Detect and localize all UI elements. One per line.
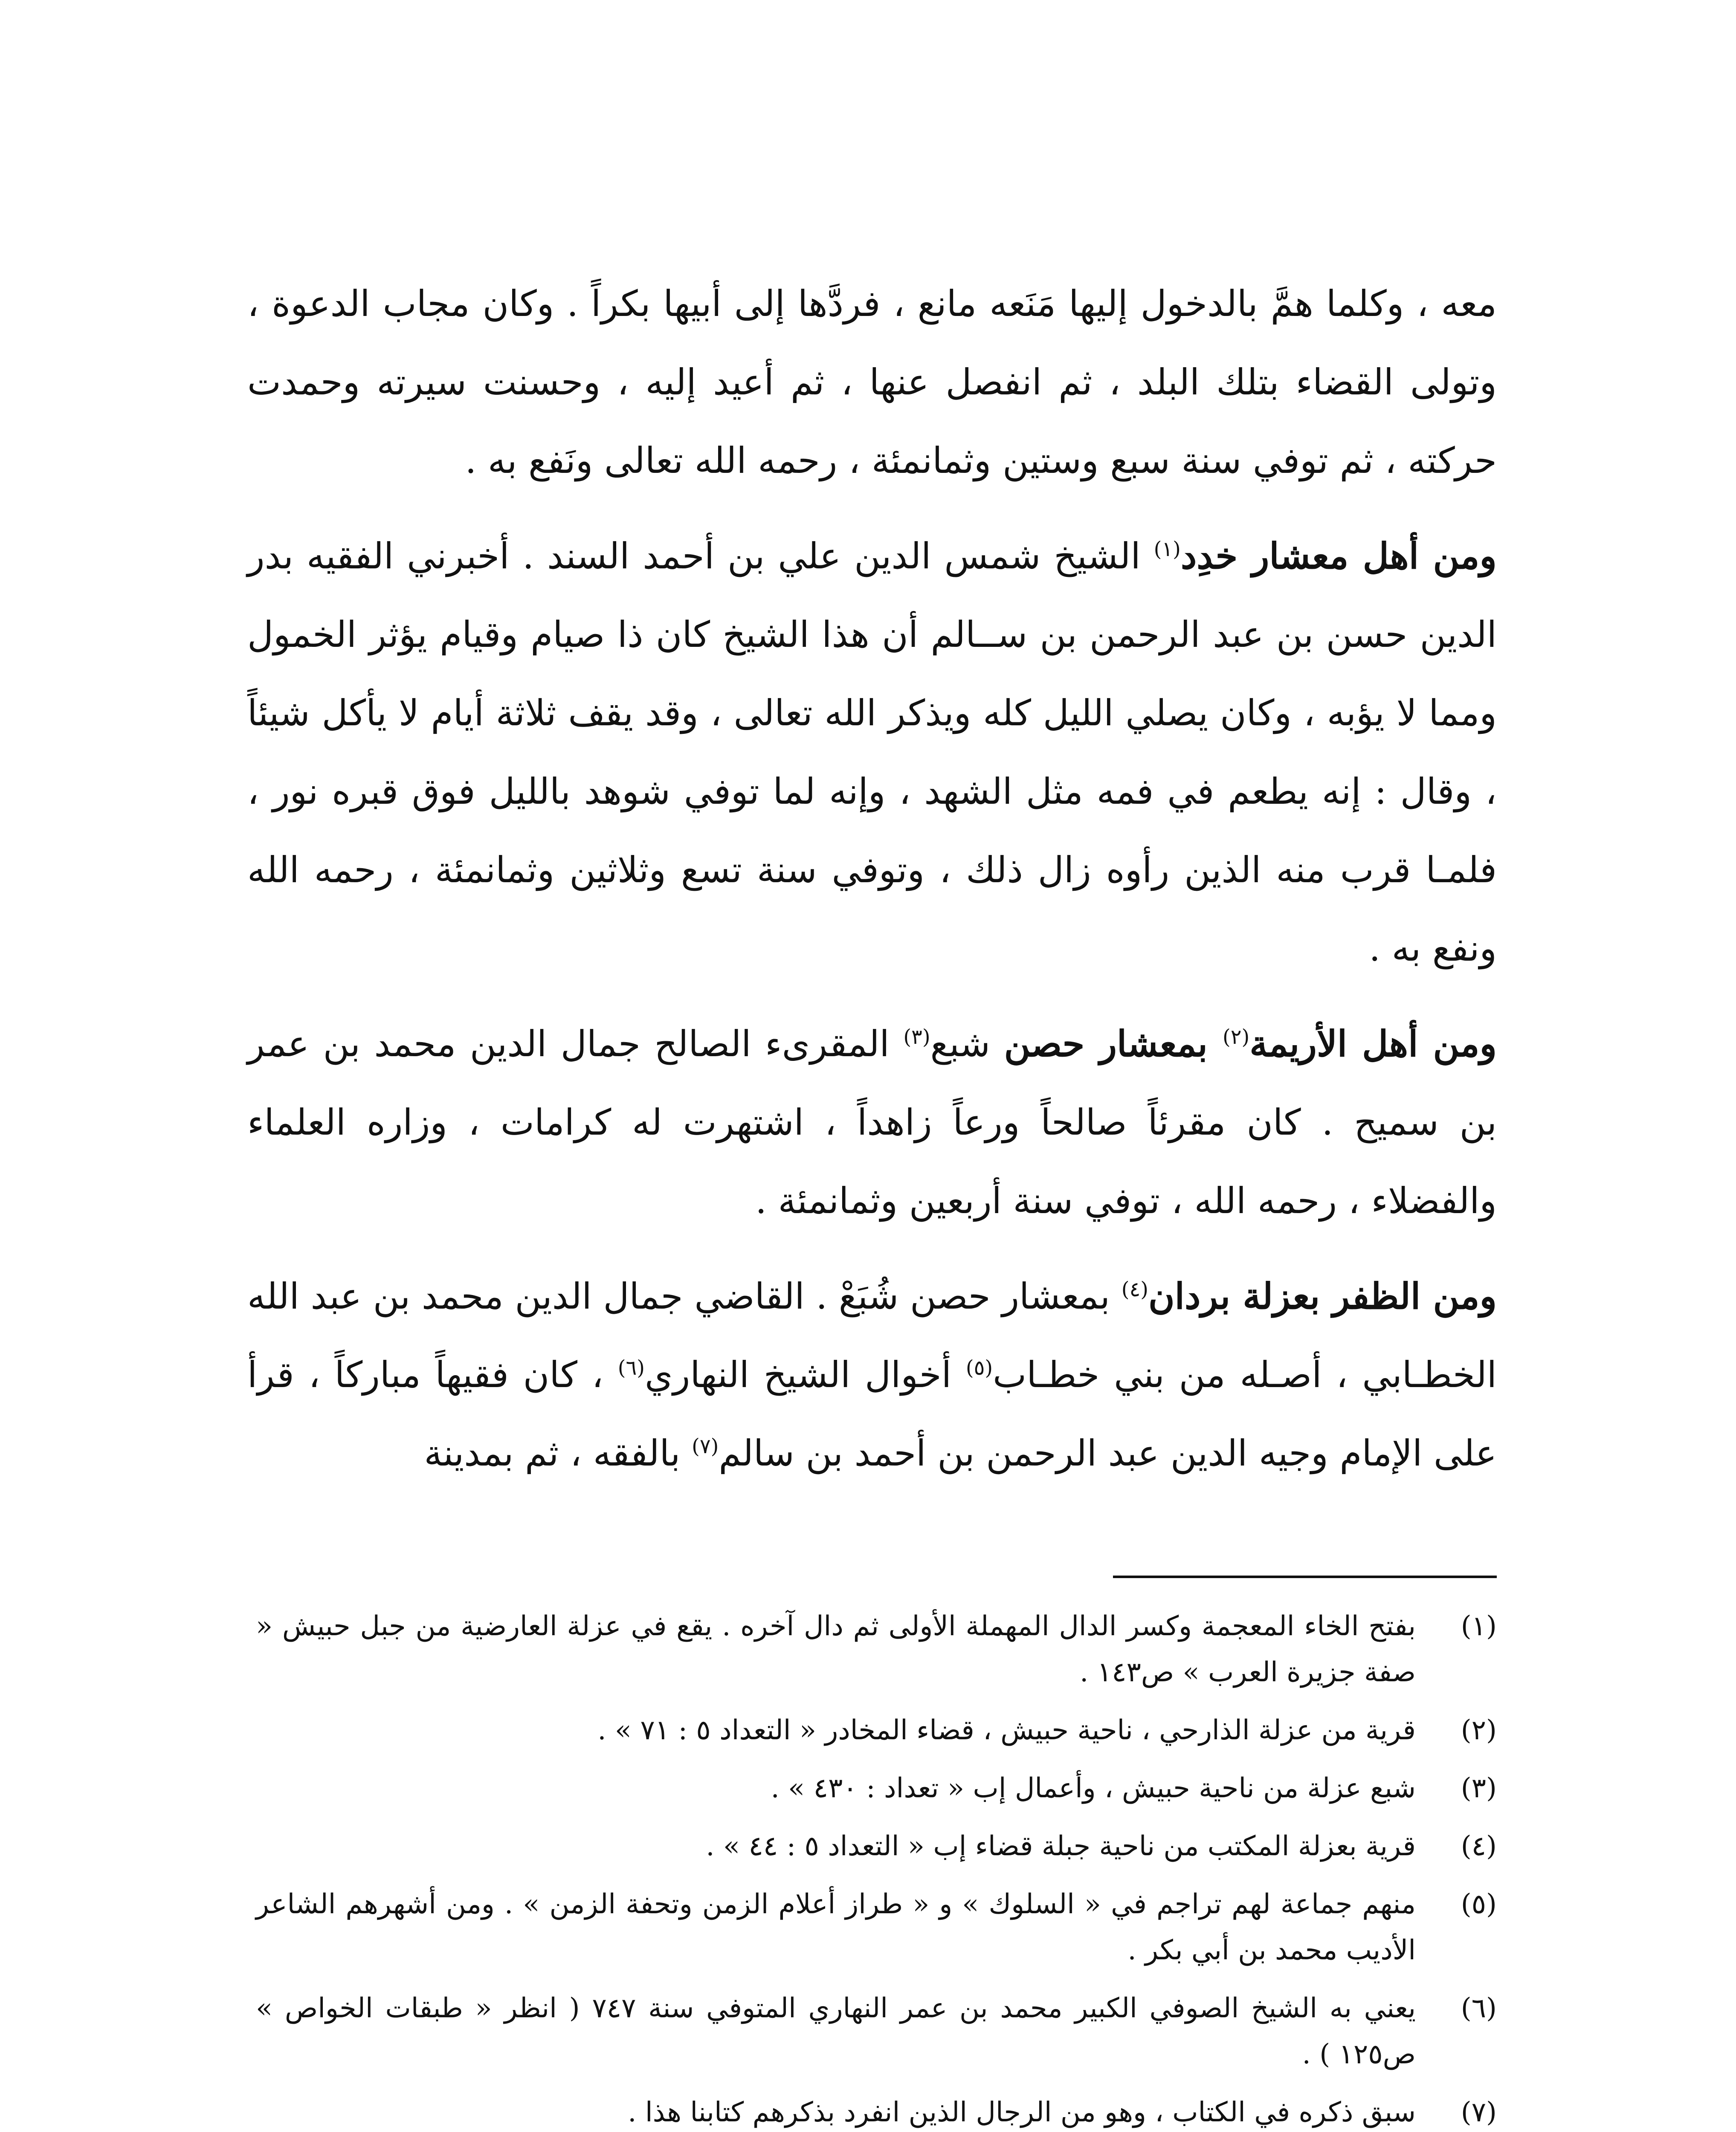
paragraph-2-text: الشيخ شمس الدين علي بن أحمد السند . أخبرني الفقيه بدر الدين حسن بن عبد الرحمن بن ســالم أن هذا الشيخ كان ذا صيام وقيام يؤثر الخمول ومما لا يؤبه ، وكان يصلي الليل كله ويذكر الله تعالى ، وقد يقف ثلاثة أيام لا يأكل شيئاً ، وقال : إنه يطعم في فمه مثل الشهد ، وإنه لما توفي شوهد بالليل فوق قبره نور ، فلمـا قرب منه الذين رأوه زال ذلك ، وتوفي سنة تسع وثلاثين وثمانمئة ، رحمه الله ونفع به . — [247, 535, 1497, 969]
footnote-2 — [256, 1707, 1497, 1753]
footnote-ref-5: (٥) — [965, 1356, 993, 1380]
main-text — [247, 264, 1497, 1509]
footnote-number: (٧) — [1461, 2097, 1497, 2128]
footnote-number: (٤) — [1461, 1831, 1497, 1862]
footnote-text: يعني به الشيخ الصوفي الكبير محمد بن عمر النهاري المتوفي سنة ٧٤٧ ( انظر « طبقات الخواص » ص١٢٥ ) . — [256, 1993, 1416, 2070]
footnote-text: قرية بعزلة المكتب من ناحية جبلة قضاء إب « التعداد ٥ : ٤٤ » . — [706, 1831, 1416, 1862]
footnote-1 — [256, 1603, 1497, 1695]
paragraph-3-lead-2: بمعشار حصن — [1004, 1023, 1223, 1065]
paragraph-4-text-2: أخوال الشيخ النهاري — [645, 1354, 966, 1396]
paragraph-4-text-3: ، كان فقيهاً مباركاً ، قرأ على الإمام وجيه الدين عبد الرحمن بن أحمد بن سالم — [247, 1354, 1497, 1474]
footnote-ref-7: (٧) — [692, 1434, 719, 1458]
paragraph-4-text-1: بمعشار حصن شُبَعْ . القاضي جمال الدين محمد بن عبد الله الخطـابي ، أصـله من بني خطـاب — [247, 1275, 1497, 1396]
footnote-ref-6: (٦) — [617, 1356, 645, 1380]
footnote-text: قرية من عزلة الذارحي ، ناحية حبيش ، قضاء المخادر « التعداد ٥ : ٧١ » . — [597, 1715, 1416, 1746]
footnote-text: سبق ذكره في الكتاب ، وهو من الرجال الذين انفرد بذكرهم كتابنا هذا . — [628, 2097, 1416, 2128]
footnote-text: شبع عزلة من ناحية حبيش ، وأعمال إب « تعداد : ٤٣٠ » . — [771, 1773, 1416, 1804]
footnote-text: بفتح الخاء المعجمة وكسر الدال المهملة الأولى ثم دال آخره . يقع في عزلة العارضية من جبل حبيش « صفة جزيرة العرب » ص١٤٣ . — [256, 1611, 1416, 1688]
paragraph-4 — [247, 1257, 1497, 1492]
paragraph-3 — [247, 1005, 1497, 1240]
paragraph-3-text: المقرىء الصالح جمال الدين محمد بن عمر بن سميح . كان مقرئاً صالحاً ورعاً زاهداً ، اشتهرت له كرامات ، وزاره العلماء والفضلاء ، رحمه الله ، توفي سنة أربعين وثمانمئة . — [247, 1023, 1497, 1222]
footnote-number: (١) — [1461, 1611, 1497, 1642]
footnote-number: (٣) — [1461, 1773, 1497, 1804]
paragraph-1-text: معه ، وكلما همَّ بالدخول إليها مَنَعه مانع ، فردَّها إلى أبيها بكراً . وكان مجاب الدعوة ، وتولى القضاء بتلك البلد ، ثم انفصل عنها ، ثم أعيد إليه ، وحسنت سيرته وحمدت حركته ، ثم توفي سنة سبع وستين وثمانمئة ، رحمه الله تعالى ونَفع به . — [247, 283, 1497, 481]
footnote-ref-2: (٢) — [1223, 1025, 1250, 1049]
footnote-3 — [256, 1765, 1497, 1811]
footnote-number: (٦) — [1461, 1993, 1497, 2024]
paragraph-2-lead: ومن أهل معشار خدِد — [1180, 535, 1497, 577]
footnote-ref-4: (٤) — [1121, 1277, 1148, 1301]
footnote-5 — [256, 1881, 1497, 1973]
footnote-text: منهم جماعة لهم تراجم في « السلوك » و « طراز أعلام الزمن وتحفة الزمن » . ومن أشهرهم الشاعر الأديب محمد بن أبي بكر . — [256, 1889, 1416, 1966]
paragraph-3-place: شبع — [930, 1023, 1004, 1065]
paragraph-1 — [247, 264, 1497, 500]
footnote-4 — [256, 1823, 1497, 1869]
paragraph-3-lead: ومن أهل الأريمة — [1249, 1023, 1497, 1065]
footnote-7 — [256, 2089, 1497, 2132]
footnote-ref-1: (١) — [1153, 537, 1181, 561]
footnote-number: (٥) — [1461, 1889, 1497, 1920]
paragraph-2 — [247, 517, 1497, 988]
footnote-separator — [1113, 1576, 1497, 1578]
footnote-number: (٢) — [1461, 1715, 1497, 1746]
footnotes-list — [256, 1603, 1497, 2132]
footnote-ref-3: (٣) — [903, 1025, 930, 1049]
footnote-6 — [256, 1985, 1497, 2077]
paragraph-4-text-4: بالفقه ، ثم بمدينة — [424, 1432, 692, 1474]
paragraph-4-lead: ومن الظفر بعزلة بردان — [1148, 1275, 1497, 1317]
